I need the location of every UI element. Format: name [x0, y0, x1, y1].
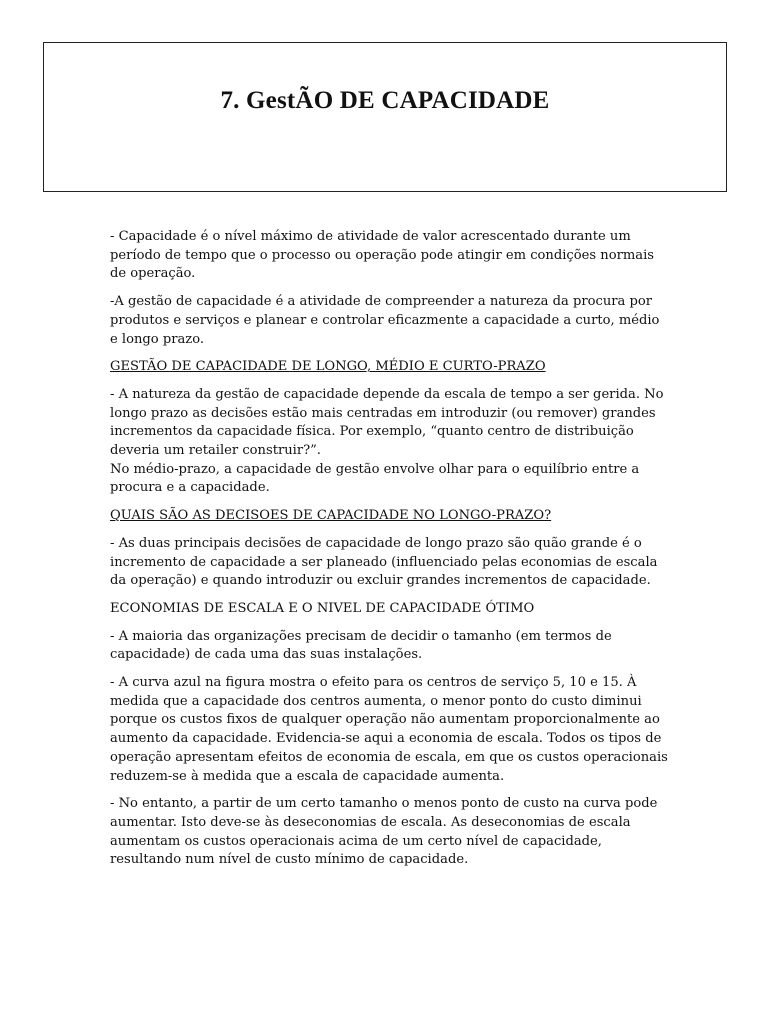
paragraph-diseconomies: - No entanto, a partir de um certo tamanho o menos ponto de custo na curva pode aumentar. Isto deve-se às deseconomias de escala. As deseconomias de escala aumentam os custos operacionais acima de um certo nível de capacidade, resultando num nível de custo mínimo de capacidade.: [110, 796, 658, 868]
paragraph-blue-curve: - A curva azul na figura mostra o efeito para os centros de serviço 5, 10 e 15. À medida que a capacidade dos centros aumenta, o menor ponto do custo diminui porque os custos fixos de qualquer operação não aumentam proporcionalmente ao aumento da capacidade. Evidencia-se aqui a economia de escala. Todos os tipos de operação apresentam efeitos de economia de escala, em que os custos operacionais reduzem-se à medida que a escala de capacidade aumenta.: [110, 675, 668, 784]
document-title: 7. GestÃO DE CAPACIDADE: [220, 87, 550, 114]
section-heading-long-term-decisions: QUAIS SÃO AS DECISOES DE CAPACIDADE NO LONGO-PRAZO?: [110, 508, 552, 524]
paragraph-capacity-definition: - Capacidade é o nível máximo de atividade de valor acrescentado durante um período de tempo que o processo ou operação pode atingir em condições normais de operação.: [110, 229, 654, 282]
paragraph-capacity-management: -A gestão de capacidade é a atividade de compreender a natureza da procura por produtos e serviços e planear e controlar eficazmente a capacidade a curto, médio e longo prazo.: [110, 294, 660, 347]
section-heading-economies-of-scale: ECONOMIAS DE ESCALA E O NIVEL DE CAPACIDADE ÓTIMO: [110, 600, 535, 616]
paragraph-nature-of-management: [110, 386, 670, 498]
document-body: [110, 228, 670, 879]
paragraph-facility-size: - A maioria das organizações precisam de decidir o tamanho (em termos de capacidade) de cada uma das suas instalações.: [110, 628, 612, 663]
section-heading-time-horizons: GESTÃO DE CAPACIDADE DE LONGO, MÉDIO E CURTO-PRAZO: [110, 359, 546, 375]
paragraph-long-term-text: - A natureza da gestão de capacidade depende da escala de tempo a ser gerida. No longo prazo as decisões estão mais centradas em introduzir (ou remover) grandes incrementos da capacidade física. Por exemplo, “quanto centro de distribuição deveria um retailer construir?”.: [110, 386, 664, 459]
title-box: [43, 42, 727, 192]
paragraph-medium-term-text: No médio-prazo, a capacidade de gestão envolve olhar para o equilíbrio entre a procura e a capacidade.: [110, 461, 640, 496]
paragraph-long-term-decisions: - As duas principais decisões de capacidade de longo prazo são quão grande é o incremento de capacidade a ser planeado (influenciado pelas economias de escala da operação) e quando introduzir ou excluir grandes incrementos de capacidade.: [110, 535, 658, 589]
